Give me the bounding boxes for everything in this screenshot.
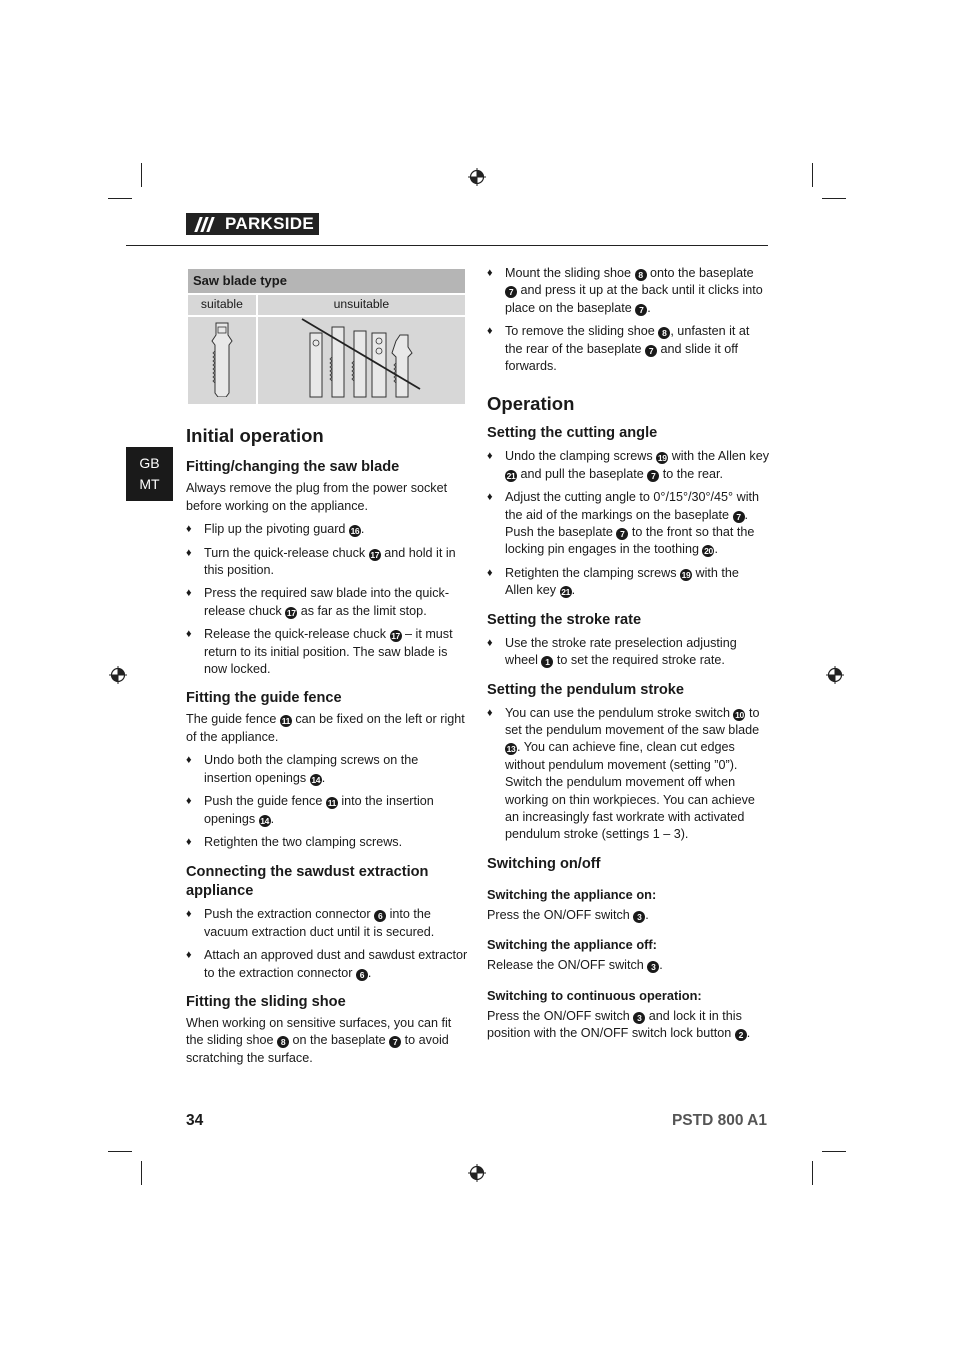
- subheading-switch-on: Switching the appliance on:: [487, 886, 657, 902]
- registration-mark-icon: [826, 666, 844, 684]
- diamond-bullet-icon: ♦: [186, 908, 192, 921]
- heading-pendulum-stroke: Setting the pendulum stroke: [487, 681, 685, 698]
- crop-mark: [108, 1151, 132, 1152]
- part-number-badge: 8: [277, 1036, 289, 1048]
- part-number-badge: 2: [735, 1029, 747, 1041]
- list-item: ♦ Release the quick-release chuck 17 – it must return to its initial position. The saw blade is now locked.: [186, 627, 453, 677]
- part-number-badge: 6: [374, 910, 386, 922]
- part-number-badge: 7: [505, 286, 517, 298]
- heading-stroke-rate: Setting the stroke rate: [487, 611, 642, 628]
- logo-wordmark: PARKSIDE: [222, 213, 319, 235]
- heading-sawdust-extraction: Connecting the sawdust extraction appliance: [186, 864, 429, 900]
- registration-mark-icon: [468, 1164, 486, 1182]
- language-tab: [126, 447, 173, 501]
- diamond-bullet-icon: ♦: [487, 325, 493, 338]
- heading-fitting-sliding-shoe: Fitting the sliding shoe: [186, 993, 346, 1010]
- heading-fitting-saw-blade: Fitting/changing the saw blade: [186, 459, 400, 476]
- suitable-saw-blade-icon: [202, 319, 242, 397]
- diamond-bullet-icon: ♦: [186, 795, 192, 808]
- part-number-badge: 8: [635, 269, 647, 281]
- part-number-badge: 3: [633, 1012, 645, 1024]
- lang-code-gb: GB: [139, 455, 160, 471]
- part-number-badge: 11: [327, 798, 336, 809]
- heading-cutting-angle: Setting the cutting angle: [487, 425, 658, 442]
- paragraph: Release the ON/OFF switch 3 .: [487, 958, 663, 973]
- diamond-bullet-icon: ♦: [487, 566, 493, 579]
- list-item: ♦ Mount the sliding shoe 8 onto the baseplate 7 and press it up at the back until it clicks into place on the baseplate 7 .: [487, 266, 763, 315]
- paragraph: The guide fence 11 can be fixed on the left or right of the appliance.: [186, 712, 465, 744]
- part-number-badge: 7: [616, 528, 628, 540]
- list-item: ♦ Undo both the clamping screws on the insertion openings 14 .: [186, 753, 419, 785]
- part-number-badge: 14: [311, 774, 321, 785]
- diamond-bullet-icon: ♦: [186, 754, 192, 767]
- list-item: ♦ Retighten the clamping screws 19 with the Allen key 21 .: [487, 565, 739, 598]
- model-number: PSTD 800 A1: [671, 1112, 767, 1129]
- crop-mark: [822, 1151, 846, 1152]
- crop-mark: [141, 1161, 142, 1185]
- right-column: [487, 265, 769, 1042]
- part-number-badge: 21: [506, 470, 516, 481]
- paragraph: Press the ON/OFF switch 3 and lock it in this position with the ON/OFF switch lock button 2 .: [487, 1008, 751, 1040]
- part-number-badge: 17: [391, 631, 400, 642]
- registration-mark-icon: [468, 168, 486, 186]
- subheading-continuous: Switching to continuous operation:: [487, 987, 702, 1003]
- list-item: ♦ Push the extraction connector 6 into the vacuum extraction duct until it is secured.: [186, 907, 435, 939]
- list-item: ♦ Attach an approved dust and sawdust extractor to the extraction connector 6 .: [186, 948, 468, 980]
- part-number-badge: 1: [541, 656, 553, 668]
- list-item: ♦ Retighten the two clamping screws.: [186, 834, 468, 851]
- list-item: ♦ Push the guide fence 11 into the insertion openings 14 .: [186, 794, 434, 826]
- diamond-bullet-icon: ♦: [186, 628, 192, 641]
- list-item: ♦ Press the required saw blade into the quick-release chuck 17 as far as the limit stop.: [186, 586, 450, 618]
- part-number-badge: 13: [506, 744, 516, 755]
- part-number-badge: 6: [356, 969, 368, 981]
- diamond-bullet-icon: ♦: [186, 523, 192, 536]
- paragraph: When working on sensitive surfaces, you can fit the sliding shoe 8 on the baseplate 7 to avoid scratching the surface.: [186, 1015, 452, 1065]
- crop-mark: [141, 163, 142, 187]
- part-number-badge: 3: [647, 961, 659, 973]
- unsuitable-blades-image: [257, 316, 466, 405]
- diamond-bullet-icon: ♦: [487, 267, 493, 279]
- part-number-badge: 8: [658, 327, 670, 339]
- saw-blade-table-title: Saw blade type: [187, 268, 466, 294]
- part-number-badge: 7: [733, 511, 745, 523]
- diamond-bullet-icon: ♦: [186, 835, 192, 848]
- brand-logo: [186, 213, 319, 235]
- part-number-badge: 19: [681, 569, 691, 580]
- list-item: ♦ You can use the pendulum stroke switch 10 to set the pendulum movement of the saw blade 13 . You can achieve fine, clean cut edges without pendulum movement (setting ”0”). Switch the pendulum movement off when working on thin workpieces. You can achieve an increasingly fast workrate with activated pendulum stroke (settings 1 – 3).: [487, 705, 760, 842]
- part-number-badge: 7: [389, 1036, 401, 1048]
- left-column: [186, 267, 468, 1067]
- diamond-bullet-icon: ♦: [186, 546, 192, 559]
- part-number-badge: 10: [735, 709, 744, 720]
- part-number-badge: 11: [281, 716, 290, 727]
- diamond-bullet-icon: ♦: [487, 636, 493, 649]
- heading-initial-operation: Initial operation: [186, 425, 324, 447]
- unsuitable-saw-blades-icon: [296, 317, 426, 399]
- header-rule: [126, 245, 768, 246]
- diamond-bullet-icon: ♦: [186, 949, 192, 962]
- list-item: ♦ Undo the clamping screws 19 with the Allen key 21 and pull the baseplate 7 to the rear.: [487, 449, 770, 481]
- crop-mark: [108, 198, 132, 199]
- suitable-blade-image: [187, 316, 257, 405]
- registration-mark-icon: [109, 666, 127, 684]
- part-number-badge: 16: [350, 526, 360, 537]
- part-number-badge: 17: [286, 607, 296, 618]
- list-item: ♦ Adjust the cutting angle to 0°/15°/30°/45° with the aid of the markings on the baseplate 7 . Push the baseplate 7 to the front so that the locking pin engages in the toothing 20 .: [487, 490, 759, 557]
- page-number: 34: [186, 1112, 204, 1129]
- part-number-badge: 17: [370, 549, 380, 560]
- list-item: ♦ Turn the quick-release chuck 17 and hold it in this position.: [186, 545, 456, 578]
- diamond-bullet-icon: ♦: [487, 706, 493, 719]
- part-number-badge: 19: [657, 453, 667, 464]
- part-number-badge: 3: [633, 911, 645, 923]
- heading-operation: Operation: [487, 393, 575, 415]
- crop-mark: [812, 1161, 813, 1185]
- subheading-switch-off: Switching the appliance off:: [487, 937, 657, 953]
- diamond-bullet-icon: ♦: [487, 491, 493, 504]
- paragraph: Press the ON/OFF switch 3 .: [487, 907, 649, 922]
- logo-stripes-icon: [186, 213, 222, 235]
- lang-code-mt: MT: [139, 476, 160, 492]
- part-number-badge: 7: [647, 470, 659, 482]
- part-number-badge: 7: [645, 345, 657, 357]
- part-number-badge: 20: [704, 546, 713, 557]
- crop-mark: [822, 198, 846, 199]
- saw-blade-table: [186, 267, 467, 406]
- part-number-badge: 21: [561, 587, 570, 598]
- paragraph: Always remove the plug from the power socket before working on the appliance.: [186, 481, 448, 513]
- heading-switching: Switching on/off: [487, 855, 601, 872]
- part-number-badge: 7: [635, 304, 647, 316]
- heading-fitting-guide-fence: Fitting the guide fence: [186, 690, 342, 707]
- list-item: ♦ Use the stroke rate preselection adjusting wheel 1 to set the required stroke rate.: [487, 635, 737, 668]
- diamond-bullet-icon: ♦: [186, 587, 192, 600]
- col-suitable: suitable: [187, 294, 257, 316]
- crop-mark: [812, 163, 813, 187]
- col-unsuitable: unsuitable: [257, 294, 466, 316]
- part-number-badge: 14: [260, 815, 269, 826]
- list-item: ♦ Flip up the pivoting guard 16 .: [186, 521, 468, 538]
- list-item: ♦ To remove the sliding shoe 8 , unfasten it at the rear of the baseplate 7 and slide it off forwards.: [487, 324, 750, 374]
- diamond-bullet-icon: ♦: [487, 450, 493, 463]
